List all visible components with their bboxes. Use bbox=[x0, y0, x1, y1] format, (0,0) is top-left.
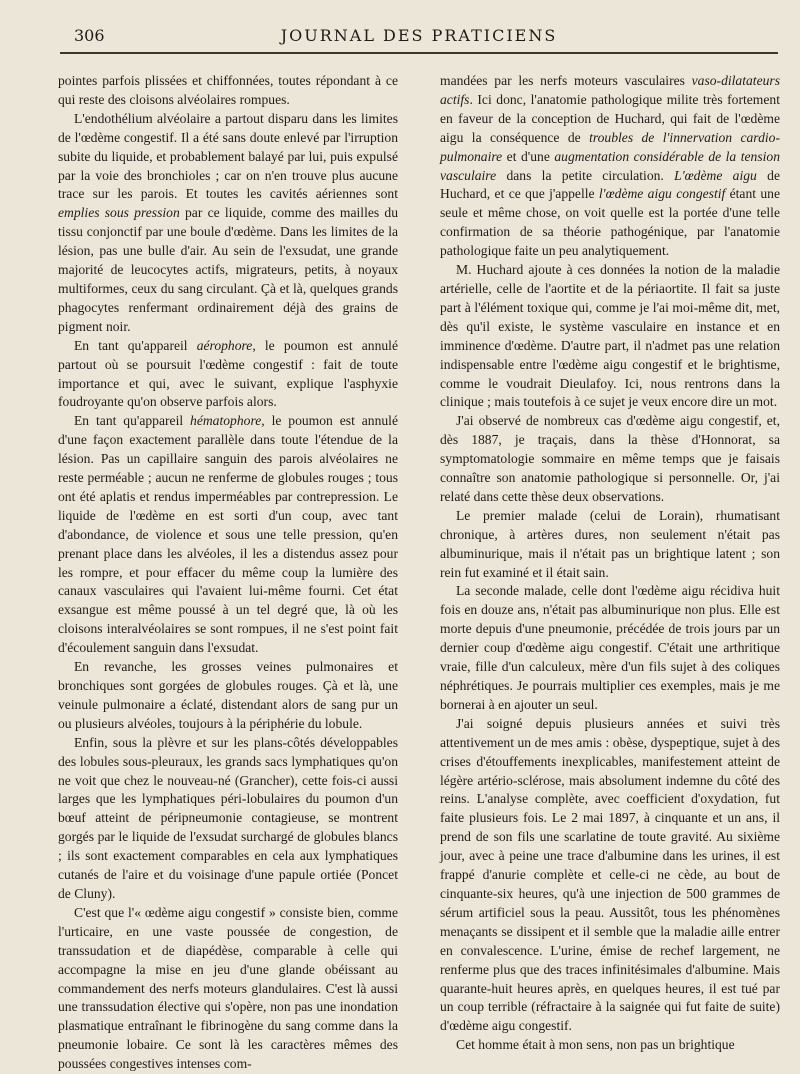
text-run: étant une seule et même chose, on voit quelle est la portée d'une telle confirmation de sa théorie pathogénique, par l'anatomie pathologique faite un peu analytiquement. bbox=[440, 186, 781, 259]
paragraph bbox=[58, 904, 398, 1074]
paragraph bbox=[440, 715, 780, 1036]
text-columns bbox=[58, 72, 781, 1072]
text-run: mandées par les nerfs moteurs vasculaires bbox=[440, 73, 692, 88]
text-run: C'est que l'« œdème aigu congestif » consiste bien, comme l'urticaire, en une vaste poussée de congestion, de transsudation et de diapédèse, comparable à celle qui accompagne la mise en jeu d'une glande obéissant au commandement des nerfs moteurs glandulaires. C'est là aussi une transsudation élective qui s'opère, non pas une inondation plasmatique entraînant le fibrinogène du sang comme dans la pneumonie lobaire. Ce sont là les caractères mêmes des poussées congestives intenses com- bbox=[58, 904, 398, 1072]
text-run: J'ai observé de nombreux cas d'œdème aigu congestif, et, dès 1887, je traçais, dans la thèse d'Honnorat, sa symptomatologie sommaire en même temps que je faisais connaître son anatomie pathologique si personnelle. Or, j'ai relaté dans cette thèse deux observations. bbox=[440, 413, 780, 504]
text-run: L'endothélium alvéolaire a partout disparu dans les limites de l'œdème congestif. Il a été sans doute enlevé par l'irruption subite du liquide, et probablement balayé par lui, puis expulsé par la voie des bronchioles ; car on n'en trouve plus aucune trace sur les parois. Et toutes les cavités aériennes sont bbox=[58, 110, 398, 202]
paragraph bbox=[58, 412, 398, 658]
paragraph bbox=[58, 734, 398, 904]
text-run: En revanche, les grosses veines pulmonaires et bronchiques sont gorgées de globules rouges. Çà et là, une veinule pulmonaire a éclaté, distendant alors de sang pur un ou plusieurs alvéoles, toujours à la périphérie du lobule. bbox=[58, 659, 398, 731]
paragraph bbox=[58, 110, 398, 337]
italic-phrase: troubles de l'innervation cardio-pulmonaire bbox=[440, 129, 780, 164]
text-run: dans la petite circulation. bbox=[496, 167, 675, 183]
paragraph bbox=[440, 412, 780, 507]
text-run: , le poumon est annulé partout où se poursuit l'œdème congestif : fait de toute importance et qui, avec le suivant, explique l'asphyxie foudroyante qu'on observe parfois alors. bbox=[58, 337, 398, 410]
paragraph bbox=[440, 507, 780, 583]
text-run: La seconde malade, celle dont l'œdème aigu récidiva huit fois en douze ans, n'était pas albuminurique non plus. Elle est morte depuis d'une pneumonie, précédée de trois jours par un dernier coup d'œdème aigu congestif. C'était une arthritique vraie, fille d'un calculeux, mère d'un fils sujet à des coliques néphrétiques. Je pourrais multiplier ces exemples, mais je me bornerai à en ajouter un seul. bbox=[440, 583, 780, 712]
italic-phrase: L'œdème aigu bbox=[674, 167, 757, 183]
text-run: , le poumon est annulé d'une façon exactement parallèle dans toute l'étendue de la lésion. Pas un capillaire sanguin des parois alvéolaires ne reste perméable ; aucun ne renferme de globules rouges ; tous ont été aplatis et rendus imperméables par contrepression. Le liquide de l'œdème en est sorti d'un coup, avec tant d'abondance, de violence et sous une telle pression, qu'en prenant place dans les alvéoles, il les a distendus assez pour les rompre, et pour effacer du même coup la lumière des canaux vasculaires qui l'avaient lui-même fourni. Cet état exsangue est même poussé à un tel degré que, là où les cloisons interalvéolaires se sont rompues, il ne s'est point fait d'écoulement sanguin dans l'exsudat. bbox=[58, 413, 398, 656]
italic-phrase: vaso-dilatateurs actifs bbox=[440, 73, 780, 107]
paragraph bbox=[440, 582, 780, 714]
paragraph bbox=[440, 72, 780, 261]
italic-phrase: hématophore bbox=[190, 413, 262, 429]
paragraph bbox=[440, 1036, 780, 1055]
paragraph bbox=[58, 72, 398, 110]
page-number: 306 bbox=[74, 26, 105, 45]
text-run: de Huchard, et ce que j'appelle bbox=[440, 167, 780, 202]
paragraph bbox=[58, 337, 398, 413]
text-run: En tant qu'appareil bbox=[74, 413, 191, 429]
italic-phrase: l'œdème aigu congestif bbox=[598, 186, 726, 202]
page-header bbox=[60, 24, 778, 54]
text-run: pointes parfois plissées et chiffonnées, toutes répondant à ce qui reste des cloisons alvéolaires rompues. bbox=[58, 73, 398, 107]
right-column bbox=[440, 72, 781, 1053]
text-run: M. Huchard ajoute à ces données la notion de la maladie artérielle, celle de l'aortite et de la périaortite. Il fait sa juste part à l'élément toxique qui, comme je l'ai moi-même dit, met, dès qu'il existe, le système vasculaire en instance et en imminence d'œdème. D'autre part, il n'admet pas une relation indispensable entre l'œdème aigu congestif et le brightisme, comme le voudrait Dieulafoy. Ici, nous rentrons dans la clinique ; mais toutefois à ce sujet je veux encore dire un mot. bbox=[440, 262, 780, 410]
text-run: En tant qu'appareil bbox=[74, 337, 197, 353]
text-run: par ce liquide, comme des mailles du tissu conjonctif par une boule d'œdème. Dans les limites de la lésion, pas une bulle d'air. Au sein de l'exsudat, une grande majorité de leucocytes actifs, migrateurs, petits, à noyaux multiformes, ceux du sang circulant. Çà et là, quelques grands phagocytes renfermant ordinairement déjà des grains de pigment noir. bbox=[58, 205, 398, 334]
text-run: Cet homme était à mon sens, non pas un brightique bbox=[456, 1037, 735, 1053]
text-run: et d'une bbox=[502, 148, 555, 164]
italic-phrase: emplies sous pression bbox=[58, 205, 180, 221]
text-run: Le premier malade (celui de Lorain), rhumatisant chronique, à artères dures, non seulement n'était pas albuminurique, mais il n'était pas un brightique latent ; son rein fut examiné et il était sain. bbox=[440, 507, 780, 580]
paragraph bbox=[440, 261, 780, 412]
running-head: JOURNAL DES PRATICIENS bbox=[280, 26, 558, 45]
left-column bbox=[58, 72, 398, 1072]
italic-phrase: augmentation considérable de la tension vasculaire bbox=[440, 148, 780, 183]
text-run: . Ici donc, l'anatomie pathologique milite très fortement en faveur de la conception de Huchard, qui fait de l'œdème aigu la conséquence de bbox=[440, 91, 780, 145]
text-run: J'ai soigné depuis plusieurs années et suivi très attentivement un de mes amis : obèse, dyspeptique, sujet à des crises d'étouffements inexplicables, manifestement atteint de légère artério-sclérose, mais absolument indemne du côté des reins. L'analyse complète, avec coefficient d'oxydation, fut faite plusieurs fois. Le 2 mai 1897, à cinquante et un ans, il prend de son fils une scarlatine de toute gravité. Au sixième jour, avec à peine une trace d'albumine dans les urines, il est frappé d'anurie complète et celle-ci ne cède, au bout de cinquante-six heures, qu'à une injection de 500 grammes de sérum artificiel sous la peau. Aussitôt, tous les phénomènes menaçants se dissipent et il semble que la maladie aille entrer en convalescence. L'urine, émise de rechef largement, ne renferme plus que des traces infinitésimales d'albumine. Mais quarante-huit heures après, en quelques heures, il est tué par un coup terrible (réfractaire à la saignée qui fut faite de suite) d'œdème aigu congestif. bbox=[440, 715, 780, 1034]
paragraph bbox=[58, 658, 398, 734]
text-run: Enfin, sous la plèvre et sur les plans-côtés développables des lobules sous-pleuraux, les grands sacs lymphatiques qu'on ne voit que chez le nouveau-né (Grancher), cette fois-ci aussi larges que les lymphatiques péri-lobulaires du poumon d'un bœuf atteint de péripneumonie contagieuse, se montrent gorgés par le liquide de l'exsudat surchargé de globules blancs ; ils sont exactement comparables en cela aux lymphatiques cutanés de l'aire et du voisinage d'une papule ortiée (Poncet de Cluny). bbox=[58, 734, 398, 901]
italic-phrase: aérophore bbox=[196, 337, 253, 353]
